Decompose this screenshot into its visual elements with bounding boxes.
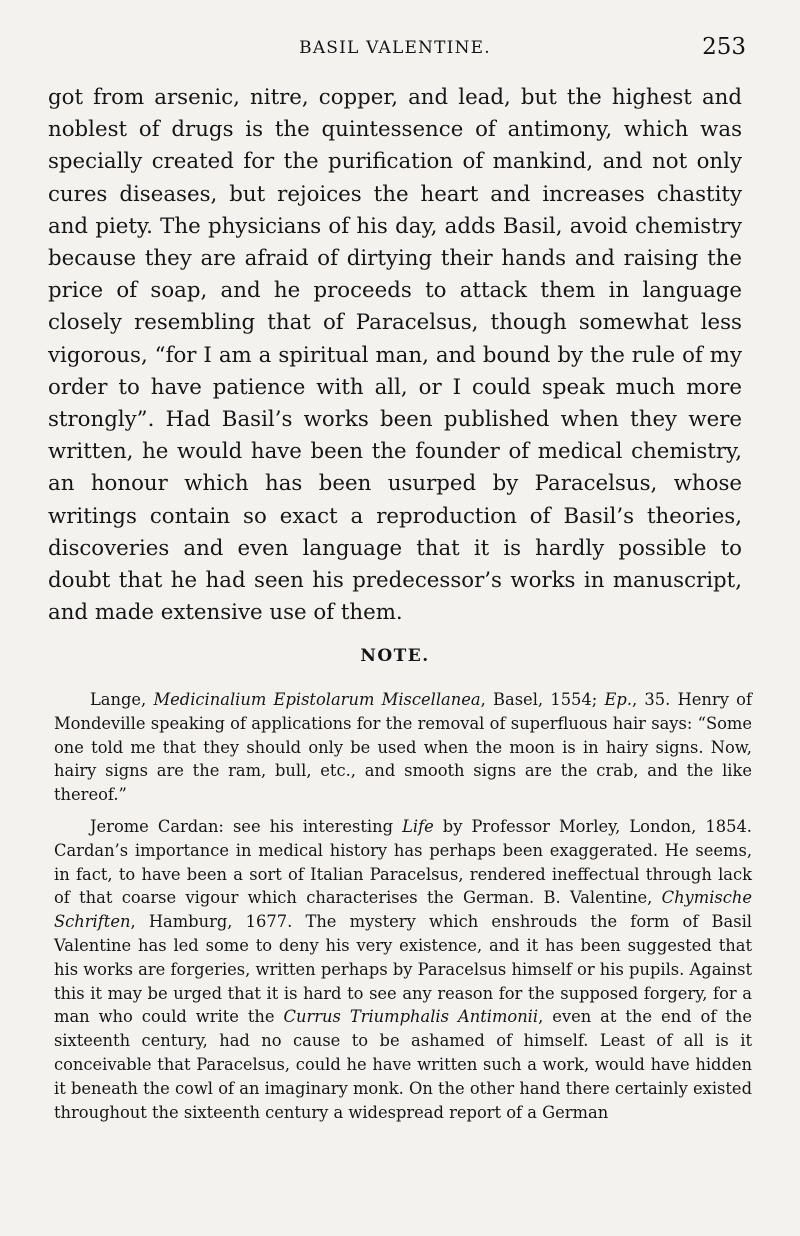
main-paragraph: got from arsenic, nitre, copper, and lead, but the highest and noblest of drugs is the quintessence of antimony, which was specially created for the purification of mankind, and not only cures diseases, but rejoices the heart and increases chastity and piety. The physicians of his day, adds Basil, avoid chemistry because they are afraid of dirtying their hands and raising the price of soap, and he proceeds to attack them in language closely resembling that of Paracelsus, though somewhat less vigorous, “for I am a spiritual man, and bound by the rule of my order to have patience with all, or I could speak much more strongly”. Had Basil’s works been published when they were written, he would have been the founder of medical chemistry, an honour which has been usurped by Paracelsus, whose writings contain so exact a reproduction of Basil’s theories, discoveries and even language that it is hardly possible to doubt that he had seen his predecessor’s works in manuscript, and made extensive use of them. — [48, 85, 742, 626]
running-head-title: BASIL VALENTINE. — [299, 38, 491, 58]
book-title-italic: Currus Triumphalis Antimonii — [283, 1007, 539, 1027]
note-text: , Hamburg, 1677. The mystery which enshrouds the form of Basil Valentine has led some to deny his very existence, and it has been suggested that his works are forgeries, written perhaps by Paracelsus himself or his pupils. Against this it may be urged that it is hard to see any reason for the supposed forgery, for a man who could write the — [54, 912, 752, 1027]
note-paragraph-1 — [54, 688, 752, 807]
note-body — [54, 688, 752, 1124]
note-text: by Professor Morley, London, 1854. Cardan’s importance in medical history has perhaps been exaggerated. He seems, in fact, to have been a sort of Italian Paracelsus, rendered ineffectual through lack of that coarse vigour which characterises the German. B. Valentine, — [54, 816, 752, 908]
note-text: Jerome Cardan: see his interesting — [90, 816, 403, 836]
note-text: , Basel, 1554; — [480, 690, 605, 709]
note-text: , even at the end of the sixteenth century, had no cause to be ashamed of himself. Least of all is it conceivable that Paracelsus, could he have written such a work, would have hidden it beneath the cowl of an imaginary monk. On the other hand there certainly existed throughout the sixteenth century a widespread report of a German — [54, 1007, 752, 1122]
running-head — [48, 34, 746, 62]
book-title-italic: Medicinalium Epistolarum Miscellanea — [153, 690, 481, 709]
book-title-italic: Life — [402, 816, 434, 836]
note-text: Lange, — [90, 690, 154, 709]
note-text: , 35. Henry of Mondeville speaking of applications for the removal of superfluous hair says: “Some one told me that they should only be used when the moon is in hairy signs. Now, hairy signs are the ram, bull, etc., and smooth signs are the crab, and the like thereof.” — [54, 690, 752, 805]
note-paragraph-2 — [54, 815, 752, 1124]
page-number: 253 — [702, 34, 746, 60]
reference-abbreviation-italic: Ep. — [604, 690, 632, 709]
book-title-italic: Chymische Schriften — [54, 888, 752, 932]
note-heading: NOTE. — [360, 646, 430, 666]
